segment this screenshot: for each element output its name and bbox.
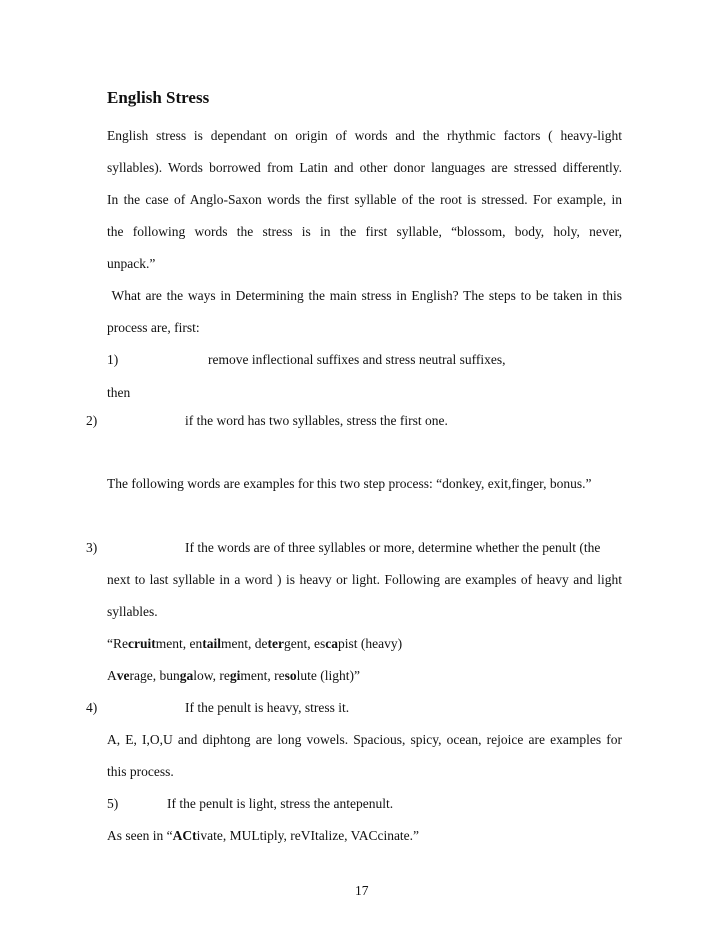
step-4-text: If the penult is heavy, stress it. xyxy=(185,700,350,715)
text-run: gent, es xyxy=(283,636,326,651)
stressed-syllable: ga xyxy=(179,668,194,683)
step-3-number: 3) xyxy=(86,540,98,555)
text-run: low, re xyxy=(193,668,230,683)
step-1-then: then xyxy=(107,385,131,400)
step-5-number: 5) xyxy=(107,796,119,811)
step-1-number: 1) xyxy=(107,352,119,367)
step-4-number: 4) xyxy=(86,700,98,715)
text-run: ivate, MULtiply, reVItalize, VACcinate.” xyxy=(196,828,420,843)
paragraph-line: A, E, I,O,U and diphtong are long vowels. Spacious, spicy, ocean, rejoice are examples for xyxy=(107,732,622,747)
text-run: ment, de xyxy=(221,636,268,651)
step-2-text: if the word has two syllables, stress the first one. xyxy=(185,413,448,428)
paragraph-line: unpack.” xyxy=(107,256,156,271)
step-5-text: If the penult is light, stress the antepenult. xyxy=(167,796,394,811)
example-two-step: The following words are examples for this two step process: “donkey, exit,finger, bonus.” xyxy=(107,476,592,491)
stressed-syllable: tail xyxy=(202,636,221,651)
text-run: ment, re xyxy=(240,668,285,683)
stressed-syllable: ca xyxy=(325,636,338,651)
stressed-syllable: gi xyxy=(229,668,241,683)
heading: English Stress xyxy=(107,88,210,107)
text-run: ment, en xyxy=(155,636,203,651)
paragraph-line: What are the ways in Determining the main stress in English? The steps to be taken in this xyxy=(107,288,622,303)
step-3-continuation: syllables. xyxy=(107,604,158,619)
step-3-continuation: next to last syllable in a word ) is heavy or light. Following are examples of heavy and light xyxy=(107,572,622,587)
text-run: rage, bun xyxy=(129,668,180,683)
stressed-syllable: ACt xyxy=(172,828,197,843)
page-number: 17 xyxy=(355,883,369,898)
stressed-syllable: ve xyxy=(116,668,130,683)
text-run: “Re xyxy=(107,636,128,651)
step-3-text: If the words are of three syllables or more, determine whether the penult (the xyxy=(185,540,601,555)
paragraph-line: syllables). Words borrowed from Latin and other donor languages are stressed differently. xyxy=(107,160,622,175)
step-1-text: remove inflectional suffixes and stress neutral suffixes, xyxy=(208,352,506,367)
light-syllable-examples xyxy=(107,668,622,684)
stressed-syllable: cruit xyxy=(128,636,156,651)
paragraph-line: process are, first: xyxy=(107,320,200,335)
text-run: lute (light)” xyxy=(296,668,360,683)
step-2-number: 2) xyxy=(86,413,98,428)
paragraph-line: this process. xyxy=(107,764,174,779)
text-run: pist (heavy) xyxy=(337,636,403,651)
paragraph-line: the following words the stress is in the first syllable, “blossom, body, holy, never, xyxy=(107,224,622,239)
paragraph-line: In the case of Anglo-Saxon words the first syllable of the root is stressed. For example, in xyxy=(107,192,622,207)
heavy-syllable-examples xyxy=(107,636,622,652)
paragraph-line: English stress is dependant on origin of words and the rhythmic factors ( heavy-light xyxy=(107,128,622,143)
final-examples xyxy=(107,828,622,844)
stressed-syllable: ter xyxy=(267,636,284,651)
stressed-syllable: so xyxy=(284,668,297,683)
text-run: A xyxy=(107,668,117,683)
text-run: As seen in “ xyxy=(107,828,173,843)
